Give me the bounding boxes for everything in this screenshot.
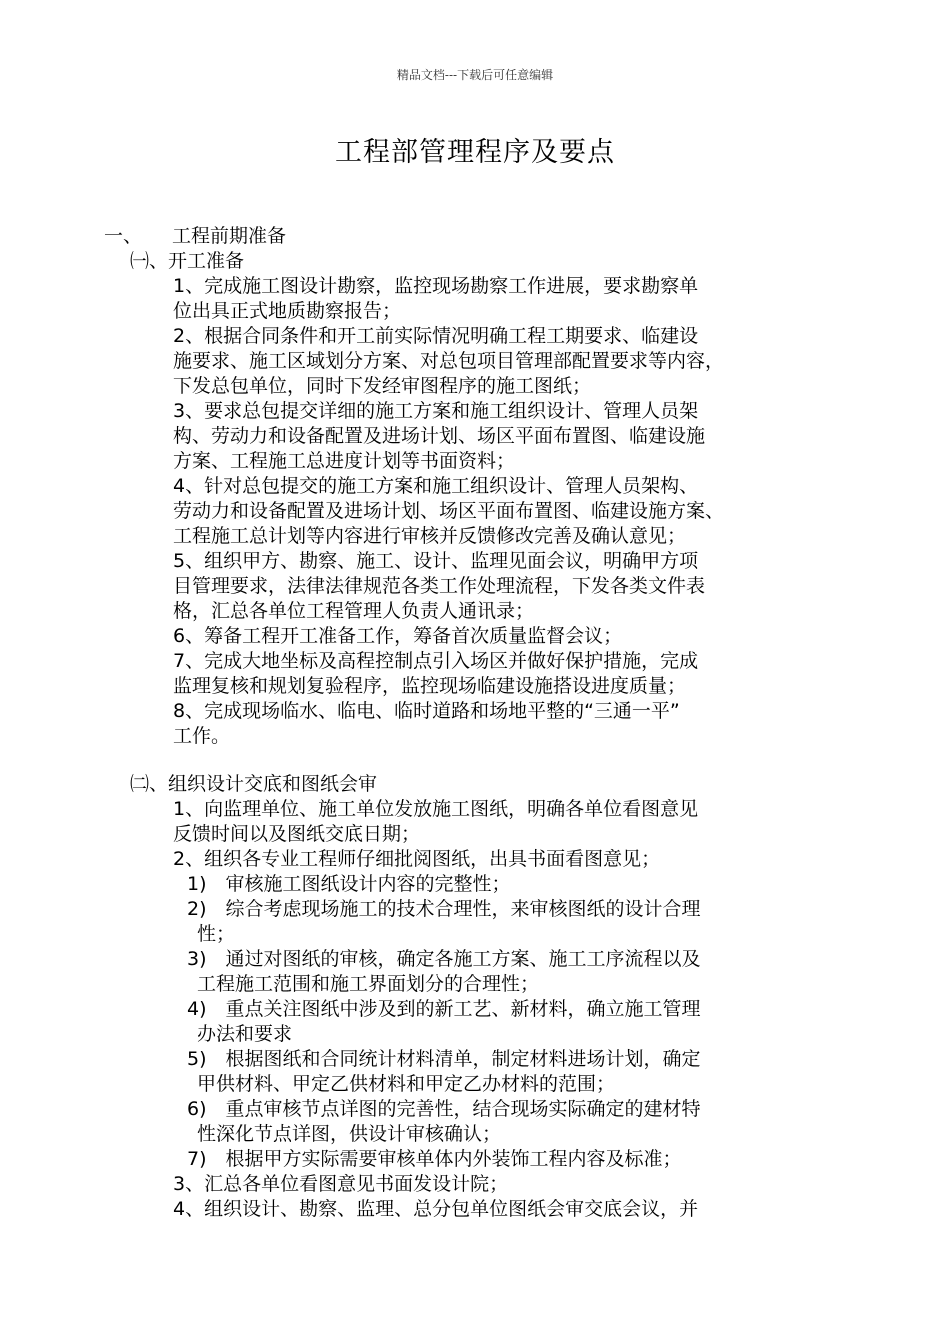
paragraph-line: 下发总包单位，同时下发经审图程序的施工图纸； <box>173 375 592 397</box>
paragraph-line: 工程施工总计划等内容进行审核并反馈修改完善及确认意见； <box>173 525 687 547</box>
paragraph-line: 位出具正式地质勘察报告； <box>173 300 402 322</box>
paragraph-line: 1、完成施工图设计勘察，监控现场勘察工作进展，要求勘察单 <box>173 275 699 297</box>
sub-item-line: 工程施工范围和施工界面划分的合理性； <box>197 973 540 995</box>
paragraph-line: 目管理要求，法律法律规范各类工作处理流程，下发各类文件表 <box>173 575 706 597</box>
sub-item-line: 4) 重点关注图纸中涉及到的新工艺、新材料，确立施工管理 <box>187 998 701 1020</box>
paragraph-line: 工作。 <box>173 725 231 747</box>
paragraph-line: 4、组织设计、勘察、监理、总分包单位图纸会审交底会议，并 <box>173 1198 699 1220</box>
sub-item-line: 5) 根据图纸和合同统计材料清单，制定材料进场计划，确定 <box>187 1048 701 1070</box>
subsection-heading: ㈠、开工准备 <box>130 250 245 272</box>
section-label: 工程前期准备 <box>172 225 287 247</box>
sub-item-line: 甲供材料、甲定乙供材料和甲定乙办材料的范围； <box>197 1073 616 1095</box>
section-number: 一、 <box>104 225 143 247</box>
paragraph-line: 4、针对总包提交的施工方案和施工组织设计、管理人员架构、 <box>173 475 699 497</box>
sub-item-line: 办法和要求 <box>197 1023 293 1045</box>
paragraph-line: 6、筹备工程开工准备工作，筹备首次质量监督会议； <box>173 625 623 647</box>
paragraph-line: 施要求、施工区域划分方案、对总包项目管理部配置要求等内容， <box>173 350 725 372</box>
paragraph-line: 7、完成大地坐标及高程控制点引入场区并做好保护措施，完成 <box>173 650 699 672</box>
sub-item-line: 3) 通过对图纸的审核，确定各施工方案、施工工序流程以及 <box>187 948 701 970</box>
section-heading <box>104 224 286 249</box>
sub-item-line: 6) 重点审核节点详图的完善性，结合现场实际确定的建材特 <box>187 1098 701 1120</box>
subsection-heading: ㈡、组织设计交底和图纸会审 <box>130 773 378 795</box>
sub-item-line: 性； <box>197 923 236 945</box>
paragraph-line: 1、向监理单位、施工单位发放施工图纸，明确各单位看图意见 <box>173 798 699 820</box>
sub-item-line: 7) 根据甲方实际需要审核单体内外装饰工程内容及标准； <box>187 1148 682 1170</box>
paragraph-line: 3、要求总包提交详细的施工方案和施工组织设计、管理人员架 <box>173 400 699 422</box>
paragraph-line: 反馈时间以及图纸交底日期； <box>173 823 421 845</box>
paragraph-line: 2、组织各专业工程师仔细批阅图纸，出具书面看图意见； <box>173 848 661 870</box>
page-header: 精品文档---下载后可任意编辑 <box>396 68 554 82</box>
sub-item-line: 性深化节点详图，供设计审核确认； <box>197 1123 502 1145</box>
paragraph-line: 2、根据合同条件和开工前实际情况明确工程工期要求、临建设 <box>173 325 699 347</box>
paragraph-line: 格，汇总各单位工程管理人负责人通讯录； <box>173 600 535 622</box>
paragraph-line: 构、劳动力和设备配置及进场计划、场区平面布置图、临建设施 <box>173 425 706 447</box>
paragraph-line: 劳动力和设备配置及进场计划、场区平面布置图、临建设施方案、 <box>173 500 725 522</box>
paragraph-line: 8、完成现场临水、临电、临时道路和场地平整的“三通一平” <box>173 700 680 722</box>
document-title: 工程部管理程序及要点 <box>335 137 615 168</box>
sub-item-line: 2) 综合考虑现场施工的技术合理性，来审核图纸的设计合理 <box>187 898 701 920</box>
paragraph-line: 5、组织甲方、勘察、施工、设计、监理见面会议，明确甲方项 <box>173 550 699 572</box>
sub-item-line: 1) 审核施工图纸设计内容的完整性； <box>187 873 511 895</box>
paragraph-line: 监理复核和规划复验程序，监控现场临建设施搭设进度质量； <box>173 675 687 697</box>
paragraph-line: 方案、工程施工总进度计划等书面资料； <box>173 450 516 472</box>
paragraph-line: 3、汇总各单位看图意见书面发设计院； <box>173 1173 509 1195</box>
